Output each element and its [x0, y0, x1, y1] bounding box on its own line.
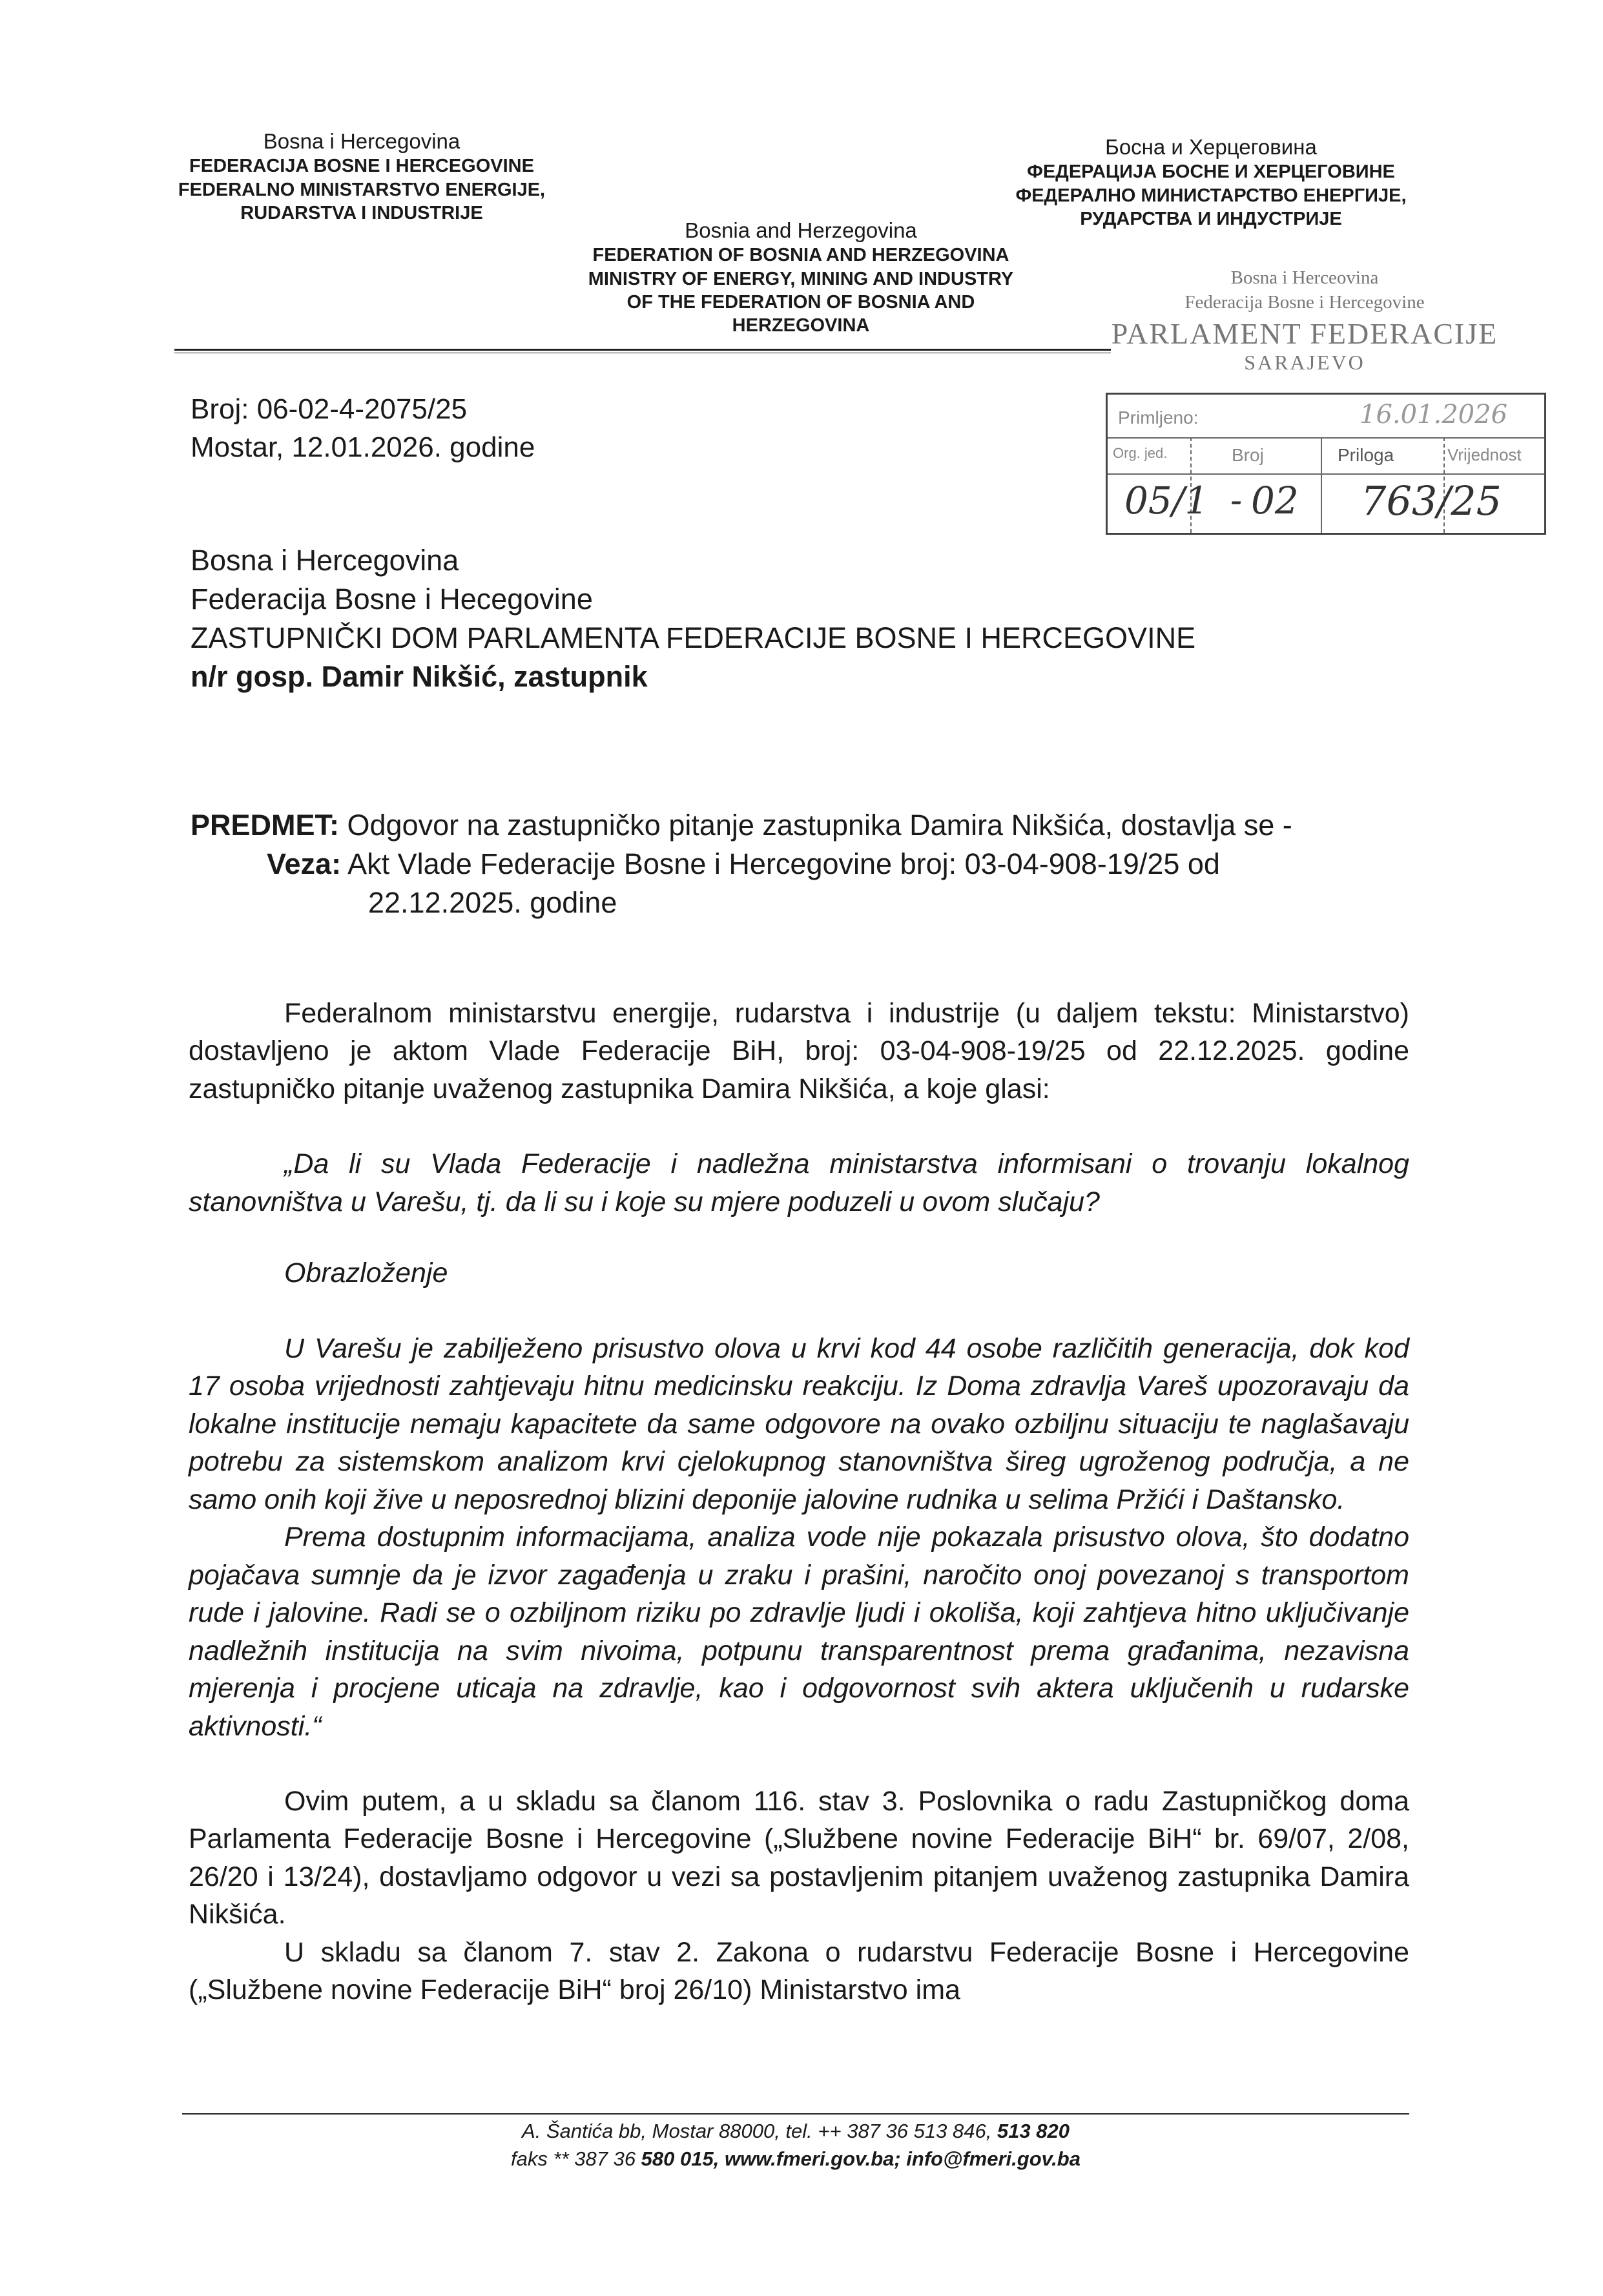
header-left-federation: FEDERACIJA BOSNE I HERCEGOVINE	[189, 156, 534, 177]
recipient-line-3: ZASTUPNIČKI DOM PARLAMENTA FEDERACIJE BOSNE I HERCEGOVINE	[191, 621, 1196, 654]
header-right-federation: ФЕДЕРАЦИЈА БОСНЕ И ХЕРЦЕГОВИНЕ	[1027, 161, 1395, 183]
header-right-country: Босна и Херцеговина	[1105, 135, 1317, 159]
answer-paragraph-2: U skladu sa članom 7. stav 2. Zakona o rudarstvu Federacije Bosne i Hercegovine („Službene novine Federacije BiH“ broj 26/10) Ministarstvo ima	[189, 1936, 1409, 2006]
stamp-hand-org: 05/1	[1124, 479, 1209, 522]
footer-address: A. Šantića bb, Mostar 88000, tel. ++ 387 36 513 846,	[522, 2120, 997, 2142]
subject-text: Odgovor na zastupničko pitanje zastupnika Damira Nikšića, dostavlja se -	[347, 809, 1292, 842]
stamp-hand-num: 02	[1251, 479, 1299, 522]
document-meta	[191, 390, 535, 467]
explanation-paragraph-2: Prema dostupnim informacijama, analiza vode nije pokazala prisustvo olova, što dodatno pojačava sumnje da je izvor zagađenja u zraku i prašini, naročito onoj povezanoj s transportom rude i jalovine. Radi se o ozbiljnom riziku po zdravlje ljudi i okoliša, koji zahtjeva hitno uključivanje nadležnih institucija na svim nivoima, potpunu transparentnost prema građanima, nezavisna mjerenja i procjene uticaja na zdravlje, kao i odgovornost svih aktera uključenih u rudarske aktivnosti.“	[189, 1522, 1409, 1742]
header-right-ministry-2: РУДАРСТВА И ИНДУСТРИЈЕ	[1080, 208, 1342, 229]
subject-line	[191, 806, 1450, 845]
stamp-value-label: Vrijednost	[1447, 445, 1522, 464]
subject-label: PREDMET:	[191, 809, 340, 842]
header-left	[174, 128, 549, 225]
stamp-received-label: Primljeno:	[1118, 408, 1199, 428]
subject-link-text-2: 22.12.2025. godine	[368, 885, 617, 919]
recipient-line-2: Federacija Bosne i Hecegovine	[191, 582, 593, 615]
header-center-ministry-3: HERZEGOVINA	[732, 315, 870, 336]
recipient-block	[191, 541, 1195, 696]
stamp-received-date: 16.01.2026	[1360, 400, 1508, 429]
header-divider	[174, 349, 1111, 351]
footer-fax-web-email: 580 015, www.fmeri.gov.ba; info@fmeri.gov.ba	[641, 2147, 1081, 2171]
stamp-attachments-label: Priloga	[1338, 445, 1394, 465]
letter-body	[189, 995, 1409, 2009]
explanation-paragraph-1: U Varešu je zabilježeno prisustvo olova u krvi kod 44 osobe različitih generacija, dok kod 17 osoba vrijednosti zahtjevaju hitnu medicinsku reakciju. Iz Doma zdravlja Vareš upozoravaju da lokalne institucije nemaju kapacitete da same odgovore na ovako ozbiljnu situaciju te naglašavaju potrebu za sistemskom analizom krvi cjelokupnog stanovništva šireg ugroženog područja, a ne samo onih koji žive u neposrednoj blizini deponije jalovine rudnika u selima Pržići i Daštansko.	[189, 1332, 1409, 1515]
recipient-line-1: Bosna i Hercegovina	[191, 544, 459, 577]
receipt-stamp-box	[1106, 393, 1546, 535]
recipient-attention: n/r gosp. Damir Nikšić, zastupnik	[191, 659, 648, 693]
header-left-country: Bosna i Hercegovina	[263, 129, 460, 153]
document-place-date: Mostar, 12.01.2026. godine	[191, 431, 535, 464]
header-center-country: Bosnia and Herzegovina	[685, 218, 917, 242]
stamp-title: PARLAMENT FEDERACIJE	[1111, 317, 1498, 351]
footer-fax-prefix: faks ** 387 36	[511, 2147, 641, 2171]
stamp-hand-dash: -	[1230, 480, 1243, 521]
header-left-ministry-1: FEDERALNO MINISTARSTVO ENERGIJE,	[178, 179, 546, 200]
header-right	[1011, 134, 1411, 231]
subject-link-text: Akt Vlade Federacije Bosne i Hercegovine broj: 03-04-908-19/25 od	[347, 847, 1220, 880]
header-center	[562, 217, 1040, 337]
stamp-org-label: Org. jed.	[1113, 445, 1168, 461]
document-number: Broj: 06-02-4-2075/25	[191, 393, 468, 425]
footer	[182, 2117, 1409, 2173]
footer-divider	[182, 2113, 1409, 2115]
answer-paragraph-1: Ovim putem, a u skladu sa članom 116. stav 3. Poslovnika o radu Zastupničkog doma Parlamenta Federacije Bosne i Hercegovine („Službene novine Federacije BiH“ br. 69/07, 2/08, 26/20 i 13/24), dostavljamo odgovor u vezi sa postavljenim pitanjem uvaženog zastupnika Damira Nikšića.	[189, 1785, 1409, 1930]
footer-line-2	[182, 2145, 1409, 2173]
stamp-line-1: Bosna i Herceovina	[1230, 267, 1379, 288]
header-center-federation: FEDERATION OF BOSNIA AND HERZEGOVINA	[592, 245, 1009, 266]
footer-line-1	[182, 2117, 1409, 2145]
subject-link-label: Veza:	[267, 847, 342, 880]
subject-link-line	[191, 845, 1450, 884]
explanation-title: Obrazloženje	[284, 1257, 448, 1289]
header-left-ministry-2: RUDARSTVA I INDUSTRIJE	[240, 202, 483, 223]
stamp-hand-reg: 763/25	[1361, 477, 1502, 524]
question-paragraph: „Da li su Vlada Federacije i nadležna ministarstva informisani o trovanju lokalnog stanovništva u Varešu, tj. da li su i koje su mjere poduzeli u ovom slučaju?	[189, 1148, 1409, 1217]
header-center-ministry-1: MINISTRY OF ENERGY, MINING AND INDUSTRY	[588, 268, 1014, 289]
receipt-stamp-heading	[1098, 266, 1511, 377]
stamp-number-label: Broj	[1232, 445, 1264, 465]
intro-paragraph: Federalnom ministarstvu energije, rudarstva i industrije (u daljem tekstu: Ministarstvo) dostavljeno je aktom Vlade Federacije BiH, broj: 03-04-908-19/25 od 22.12.2025. godine zastupničko pitanje uvaženog zastupnika Damira Nikšića, a koje glasi:	[189, 998, 1409, 1104]
footer-phone-bold: 513 820	[997, 2120, 1070, 2142]
header-right-ministry-1: ФЕДЕРАЛНО МИНИСТАРСТВО ЕНЕРГИЈЕ,	[1015, 185, 1407, 206]
stamp-city: SARAJEVO	[1244, 351, 1365, 375]
header-center-ministry-2: OF THE FEDERATION OF BOSNIA AND	[626, 291, 975, 313]
stamp-line-2: Federacija Bosne i Hercegovine	[1184, 291, 1425, 313]
subject-block	[191, 806, 1450, 922]
